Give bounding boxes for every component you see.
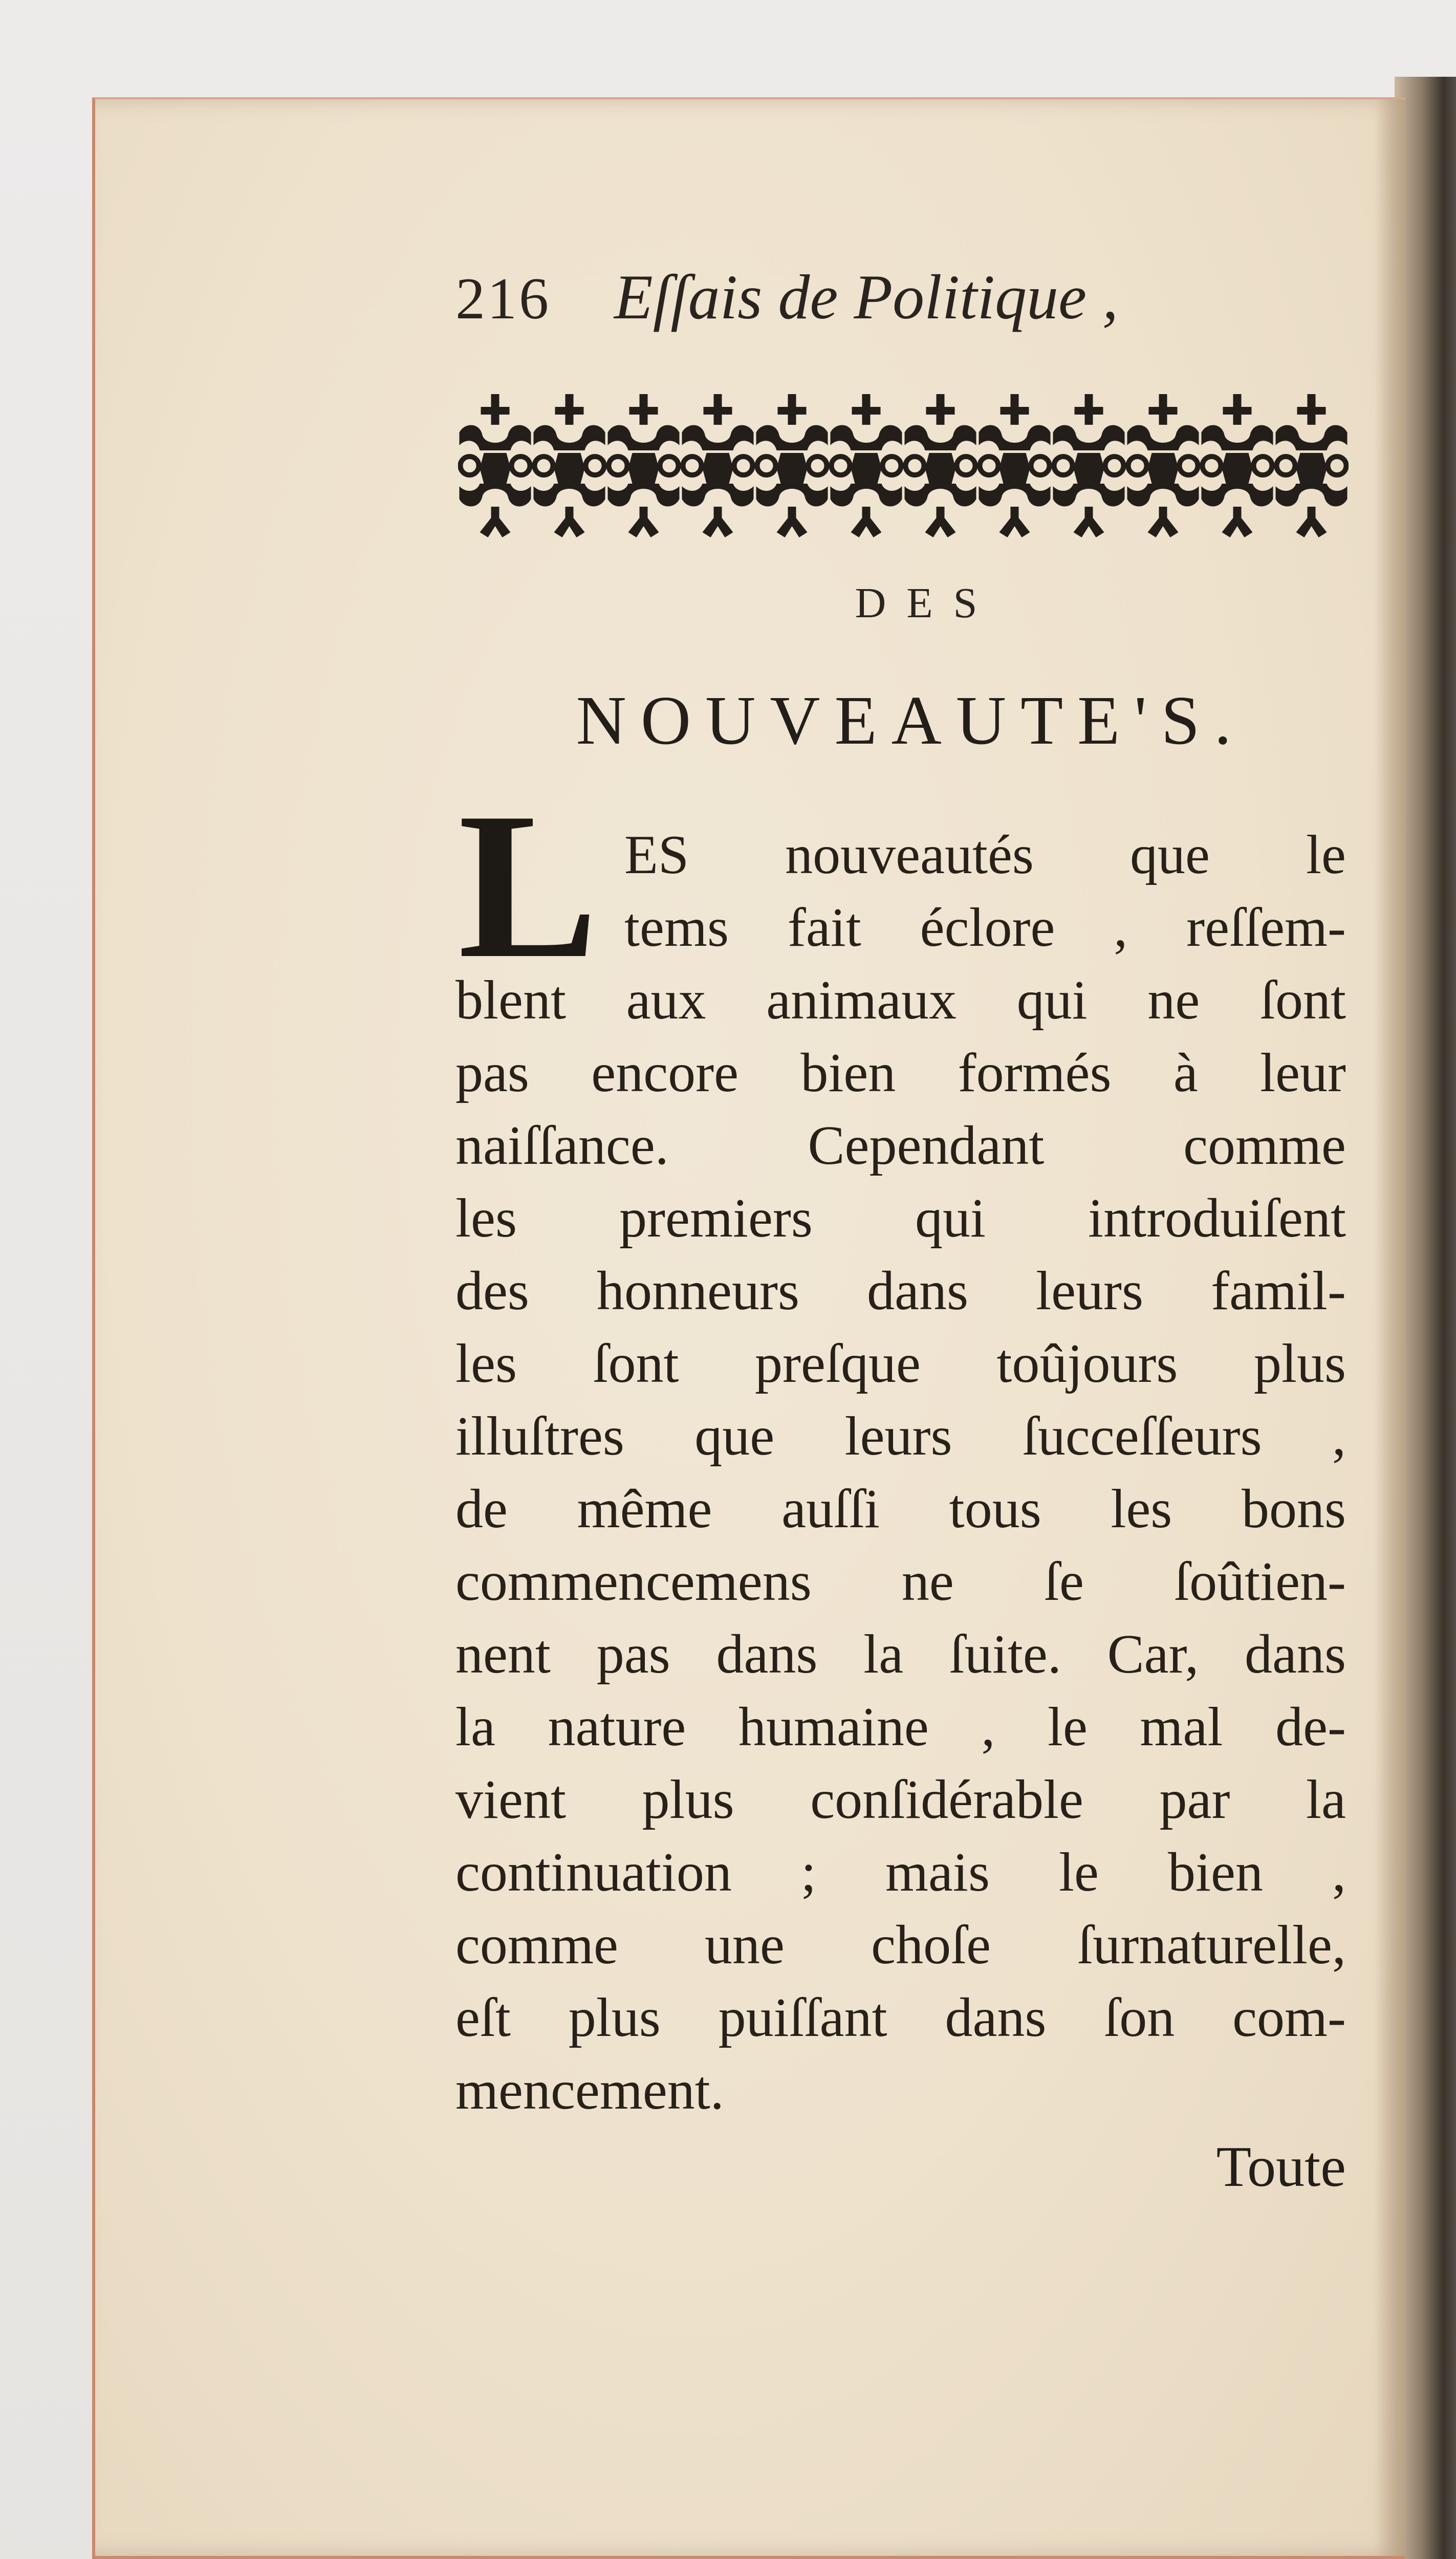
page-gutter-shadow <box>1375 99 1405 2556</box>
fleuron-unit <box>905 394 976 537</box>
catchword: Toute <box>1216 2135 1346 2199</box>
text-line: des honneurs dans leurs famil- <box>455 1261 1346 1321</box>
text-line: commencemens ne ſe ſoûtien- <box>455 1551 1346 1612</box>
text-line: la nature humaine , le mal de- <box>455 1697 1346 1758</box>
fleuron-unit <box>1202 394 1273 537</box>
text-line: mencement. <box>455 2060 724 2121</box>
text-line: continuation ; mais le bien , <box>455 1842 1346 1903</box>
running-title: Eſſais de Politique , <box>614 262 1118 332</box>
page-number: 216 <box>455 266 551 332</box>
running-head <box>455 261 1223 363</box>
fleuron-ornament <box>458 384 1349 548</box>
text-line: nent pas dans la ſuite. Car, dans <box>455 1624 1346 1685</box>
text-line: comme une choſe ſurnaturelle, <box>455 1915 1346 1976</box>
fleuron-ornament-graphic <box>458 384 1349 548</box>
fleuron-unit <box>1127 394 1199 537</box>
text-line: blent aux animaux qui ne ſont <box>455 970 1346 1031</box>
fleuron-unit <box>1053 394 1125 537</box>
fleuron-unit <box>979 394 1051 537</box>
fleuron-unit <box>1276 394 1348 537</box>
text-line: naiſſance. Cependant comme <box>455 1115 1346 1176</box>
section-kicker: DES <box>855 579 998 627</box>
text-line: tems fait éclore , reſſem- <box>624 897 1346 958</box>
section-title: NOUVEAUTE'S. <box>576 682 1246 759</box>
fleuron-unit <box>608 394 680 537</box>
text-line: ES nouveautés que le <box>624 825 1346 885</box>
text-line: de même auſſi tous les bons <box>455 1479 1346 1539</box>
fleuron-unit <box>460 394 531 537</box>
text-line: eſt plus puiſſant dans ſon com- <box>455 1987 1346 2048</box>
fleuron-unit <box>534 394 605 537</box>
fleuron-unit <box>682 394 754 537</box>
body-text <box>455 819 1346 2127</box>
text-line: illuſtres que leurs ſucceſſeurs , <box>455 1406 1346 1467</box>
fleuron-unit <box>831 394 902 537</box>
drop-cap: L <box>458 769 598 1002</box>
text-line: pas encore bien formés à leur <box>455 1043 1346 1103</box>
fleuron-unit <box>756 394 828 537</box>
text-line: les premiers qui introduiſent <box>455 1188 1346 1249</box>
text-line: les ſont preſque toûjours plus <box>455 1333 1346 1394</box>
text-line: vient plus conſidérable par la <box>455 1769 1346 1830</box>
